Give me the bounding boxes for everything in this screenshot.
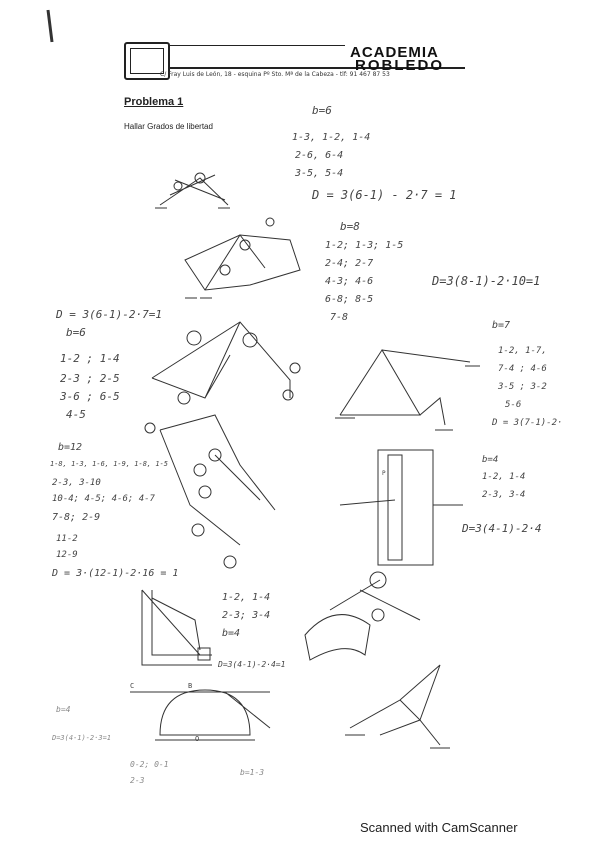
note-line: 1-2, 1-4 [222, 592, 271, 603]
note-line: 1-2, 1-4 [482, 472, 526, 482]
note-line: 1-2, 1-7, [498, 346, 547, 356]
note-line: b=12 [58, 442, 83, 453]
note-line: 2-3 ; 2-5 [60, 372, 120, 385]
problem-title: Problema 1 [124, 96, 184, 108]
note-line: 0-2; 0-1 [130, 760, 169, 769]
note-line: 10-4; 4-5; 4-6; 4-7 [52, 494, 155, 504]
note-line: 1-2; 1-3; 1-5 [325, 240, 404, 251]
figure-label: B [188, 682, 193, 690]
note-line: D = 3·(12-1)-2·16 = 1 [52, 568, 179, 579]
note-line: 7-8; 2-9 [52, 512, 101, 523]
note-line: 4-3; 4-6 [325, 276, 374, 287]
note-line: b=4 [222, 628, 241, 639]
note-line: D = 3(6-1)-2·7=1 [56, 308, 162, 321]
figure-label: O [195, 735, 200, 743]
figure-label: C [130, 682, 135, 690]
note-line: 3-5 ; 3-2 [498, 382, 547, 392]
note-line: 11-2 [56, 534, 78, 544]
note-line: 3-5, 5-4 [295, 168, 344, 179]
note-line: 2-3 [130, 776, 145, 785]
note-line: D = 3(6-1) - 2·7 = 1 [312, 188, 457, 202]
note-line: 2-3, 3-10 [52, 478, 101, 488]
note-line: D=3(4-1)-2·3=1 [52, 734, 112, 742]
brand-name: ROBLEDO [355, 57, 444, 74]
note-line: 1-2 ; 1-4 [60, 352, 120, 365]
note-line: 4-5 [66, 408, 86, 421]
note-result: D=3(8-1)-2·10=1 [432, 274, 541, 288]
note-line: 6-8; 8-5 [325, 294, 374, 305]
note-line: 5-6 [505, 400, 522, 410]
note-line: b=8 [340, 220, 360, 233]
note-line: 2-3; 3-4 [222, 610, 271, 621]
note-line: 2-4; 2-7 [325, 258, 374, 269]
note-line: D=3(4-1)-2·4 [462, 522, 542, 535]
problem-subtitle: Hallar Grados de libertad [124, 122, 213, 131]
note-line: b=4 [56, 705, 71, 714]
note-line: b=1-3 [240, 768, 265, 777]
note-line: D=3(4-1)-2·4=1 [218, 660, 286, 669]
scanner-watermark: Scanned with CamScanner [360, 820, 518, 835]
brand-name: ACADEMIA [350, 44, 439, 61]
note-line: 2-3, 3-4 [482, 490, 526, 500]
note-line: 7-4 ; 4-6 [498, 364, 547, 374]
note-line: 3-6 ; 6-5 [60, 390, 120, 403]
figure-label: P [382, 470, 386, 477]
note-line: 7-8 [330, 312, 349, 323]
note-line: 1-8, 1-3, 1-6, 1-9, 1-8, 1-5 [50, 460, 169, 468]
academy-address: C/ Fray Luis de León, 18 - esquina Pº Sto. Mª de la Cabeza - tlf: 91 467 87 53 [160, 71, 390, 78]
note-line: b=6 [66, 326, 86, 339]
note-line: D = 3(7-1)-2· [492, 418, 563, 428]
note-line: 12-9 [56, 550, 78, 560]
note-line: b=6 [312, 104, 332, 117]
note-line: 2-6, 6-4 [295, 150, 344, 161]
note-line: b=4 [482, 455, 499, 465]
note-line: b=7 [492, 320, 511, 331]
note-line: 1-3, 1-2, 1-4 [292, 132, 371, 143]
